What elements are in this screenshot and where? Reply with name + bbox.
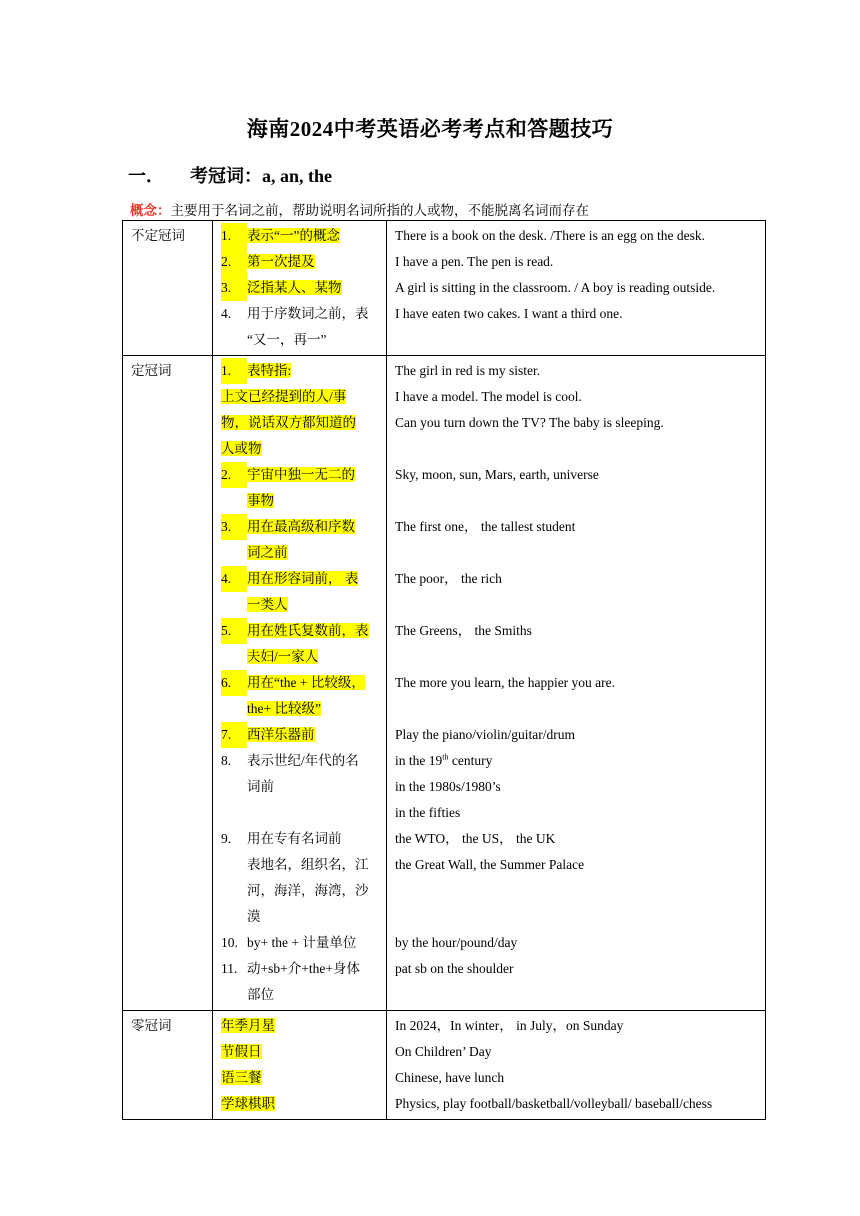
- example-line: I have a model. The model is cool.: [395, 389, 582, 404]
- section-heading: [128, 162, 332, 188]
- rule-number: 3.: [221, 275, 247, 301]
- rule-text: 西洋乐器前: [247, 727, 315, 742]
- rule-text: 人或物: [221, 441, 262, 456]
- example-line: Physics, play football/basketball/volleyball/ baseball/chess: [395, 1096, 713, 1111]
- rule-text: the+ 比较级”: [247, 701, 321, 716]
- example-line: The first one， the tallest student: [395, 519, 576, 534]
- rule-text: 年季月星: [221, 1018, 275, 1033]
- example-line: The poor， the rich: [395, 571, 502, 586]
- rule-text: 宇宙中独一无二的: [247, 467, 355, 482]
- rule-text: 事物: [247, 493, 274, 508]
- rule-text: 泛指某人、某物: [247, 280, 342, 295]
- rule-number: 11.: [221, 961, 238, 976]
- example-line: the WTO， the US， the UK: [395, 831, 556, 846]
- example-line: There is a book on the desk. /There is an egg on the desk.: [395, 228, 706, 243]
- ordinal-suffix: th: [442, 752, 449, 762]
- rule-text: 表示世纪/年代的名: [247, 753, 359, 768]
- table-row-indefinite: [123, 221, 766, 356]
- category-label: 定冠词: [131, 363, 172, 378]
- rule-number: 4.: [221, 306, 232, 321]
- example-line: On Children’ Day: [395, 1044, 492, 1059]
- example-line: The more you learn, the happier you are.: [395, 675, 616, 690]
- rule-text: “又一，再一”: [247, 332, 327, 347]
- example-line: I have a pen. The pen is read.: [395, 254, 554, 269]
- table-row-zero: [123, 1011, 766, 1120]
- example-line: A girl is sitting in the classroom. / A boy is reading outside.: [395, 280, 716, 295]
- rule-text: 用在姓氏复数前，表: [247, 623, 369, 638]
- section-number: 一．: [128, 166, 164, 186]
- rule-text: 表特指:: [247, 363, 292, 378]
- rule-text: 词前: [247, 779, 274, 794]
- rule-text: 用在“the + 比较级，: [247, 675, 365, 690]
- rule-text: 用在最高级和序数: [247, 519, 355, 534]
- example-line: [395, 748, 758, 774]
- rule-number: 1.: [221, 223, 247, 249]
- rule-number: 2.: [221, 462, 247, 488]
- rule-text: 用在形容词前， 表: [247, 571, 359, 586]
- example-line: in the 1980s/1980’s: [395, 779, 501, 794]
- rule-text: 用于序数词之前，表: [247, 306, 369, 321]
- examples-cell: [387, 1011, 766, 1120]
- category-label: 不定冠词: [131, 228, 185, 243]
- table-row-definite: [123, 356, 766, 1011]
- rule-number: 9.: [221, 831, 232, 846]
- examples-cell: [387, 221, 766, 356]
- rule-text: 上文已经提到的人/事: [221, 389, 347, 404]
- rule-text: 一类人: [247, 597, 288, 612]
- example-line: The Greens， the Smiths: [395, 623, 532, 638]
- example-line: pat sb on the shoulder: [395, 961, 514, 976]
- rules-cell: [213, 1011, 387, 1120]
- rule-text: 河，海洋，海湾，沙: [247, 883, 369, 898]
- category-label: 零冠词: [131, 1018, 172, 1033]
- rule-text: 节假日: [221, 1044, 262, 1059]
- rule-text: 夫妇/一家人: [247, 649, 319, 664]
- example-line: by the hour/pound/day: [395, 935, 518, 950]
- example-line: the Great Wall, the Summer Palace: [395, 857, 585, 872]
- rule-number: 8.: [221, 753, 232, 768]
- example-line: Play the piano/violin/guitar/drum: [395, 727, 575, 742]
- rule-number: 3.: [221, 514, 247, 540]
- rules-cell: [213, 221, 387, 356]
- example-line: I have eaten two cakes. I want a third one.: [395, 306, 623, 321]
- rule-text: 部位: [247, 987, 274, 1002]
- rule-text: 表示“一”的概念: [247, 228, 340, 243]
- example-text: in the 19: [395, 753, 443, 768]
- example-line: Chinese, have lunch: [395, 1070, 505, 1085]
- rule-number: 10.: [221, 935, 238, 950]
- rules-cell: [213, 356, 387, 1011]
- category-cell: [123, 356, 213, 1011]
- category-cell: [123, 221, 213, 356]
- rule-text: 语三餐: [221, 1070, 262, 1085]
- example-line: in the fifties: [395, 805, 461, 820]
- category-cell: [123, 1011, 213, 1120]
- rule-number: 7.: [221, 722, 247, 748]
- rule-text: 漠: [247, 909, 261, 924]
- example-text: century: [448, 753, 493, 768]
- page-title: 海南2024中考英语必考考点和答题技巧: [246, 117, 614, 141]
- rule-text: 用在专有名词前: [247, 831, 342, 846]
- rule-number: 5.: [221, 618, 247, 644]
- rule-number: 4.: [221, 566, 247, 592]
- rule-text: 物，说话双方都知道的: [221, 415, 356, 430]
- rule-number: 6.: [221, 670, 247, 696]
- example-line: Can you turn down the TV? The baby is sleeping.: [395, 415, 664, 430]
- rule-text: 第一次提及: [247, 254, 315, 269]
- examples-cell: [387, 356, 766, 1011]
- article-table: [122, 220, 766, 1120]
- rule-number: 1.: [221, 358, 247, 384]
- example-line: Sky, moon, sun, Mars, earth, universe: [395, 467, 599, 482]
- rule-text: 词之前: [247, 545, 288, 560]
- concept-text: 主要用于名词之前，帮助说明名词所指的人或物，不能脱离名词而存在: [170, 203, 589, 218]
- rule-text: 表地名，组织名，江: [247, 857, 369, 872]
- rule-number: 2.: [221, 249, 247, 275]
- rule-text: 动+sb+介+the+身体: [247, 961, 360, 976]
- example-line: The girl in red is my sister.: [395, 363, 541, 378]
- rule-text: by+ the + 计量单位: [247, 935, 357, 950]
- concept-line: [130, 199, 589, 219]
- concept-label: 概念：: [130, 203, 171, 218]
- rule-text: 学球棋职: [221, 1096, 275, 1111]
- section-label: 考冠词：a, an, the: [190, 166, 333, 186]
- example-line: In 2024，In winter， in July，on Sunday: [395, 1018, 624, 1033]
